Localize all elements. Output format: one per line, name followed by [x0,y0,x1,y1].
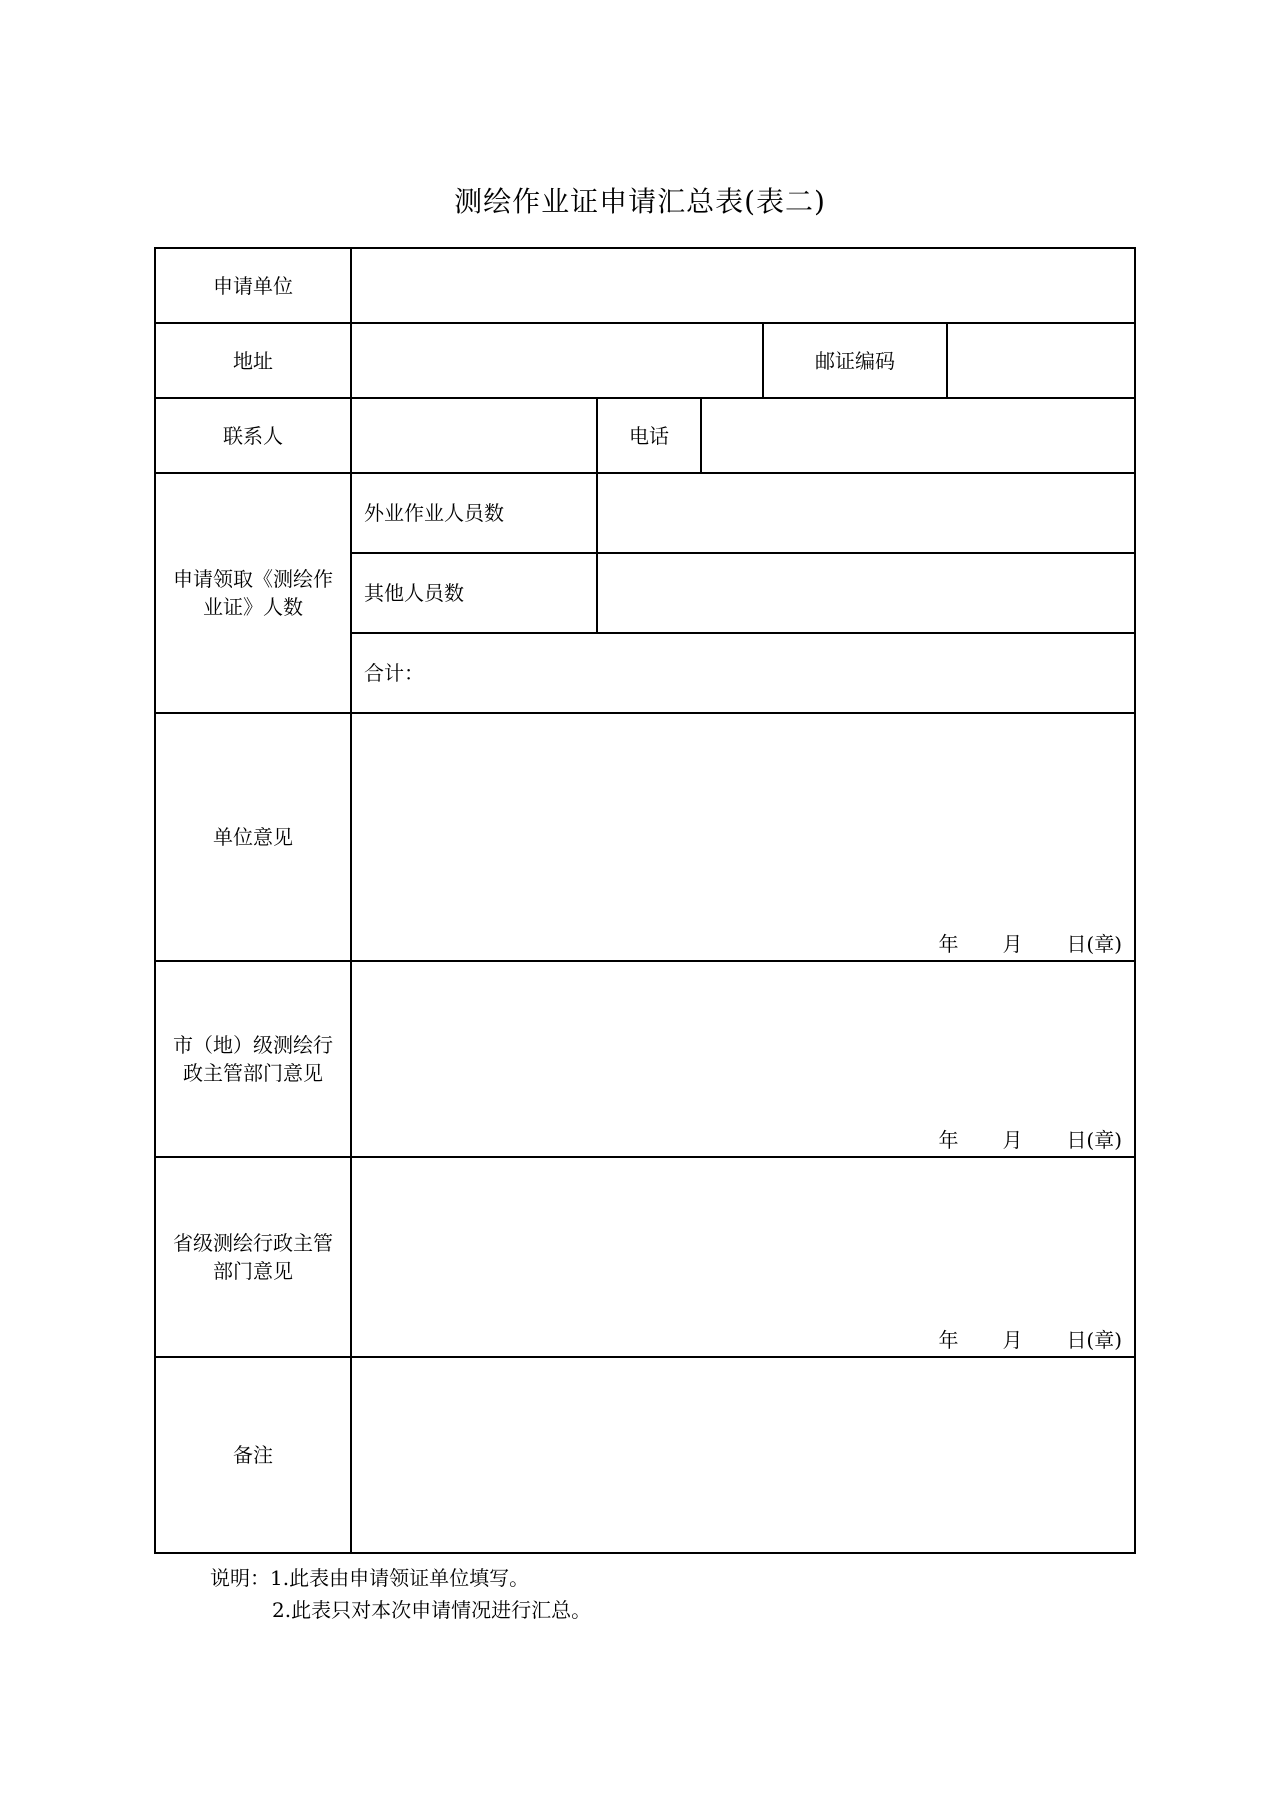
province-opinion-label: 省级测绘行政主管部门意见 [155,1157,351,1357]
address-row [155,323,1135,398]
other-staff-label: 其他人员数 [351,553,597,633]
city-opinion-field[interactable] [351,961,1135,1157]
city-opinion-label: 市（地）级测绘行政主管部门意见 [155,961,351,1157]
unit-opinion-label: 单位意见 [155,713,351,961]
field-staff-field[interactable] [597,473,1135,553]
date-year-label: 年 [938,1128,959,1152]
province-opinion-field[interactable] [351,1157,1135,1357]
date-month-label: 月 [1002,1128,1023,1152]
unit-opinion-field[interactable] [351,713,1135,961]
note-1: 说明：1.此表由申请领证单位填写。 [210,1566,530,1590]
date-day-seal-label: 日(章) [1066,1128,1123,1152]
date-stamp-line [938,1126,1122,1154]
phone-label: 电话 [597,398,701,473]
postal-code-label: 邮证编码 [763,323,947,398]
remarks-label: 备注 [155,1357,351,1553]
date-year-label: 年 [938,932,959,956]
total-label: 合计： [364,661,424,685]
note-2: 2.此表只对本次申请情况进行汇总。 [272,1598,592,1622]
field-staff-label: 外业作业人员数 [351,473,597,553]
applicant-unit-label: 申请单位 [155,248,351,323]
date-month-label: 月 [1002,932,1023,956]
date-stamp-line [938,930,1122,958]
city-opinion-row [155,961,1135,1157]
other-staff-field[interactable] [597,553,1135,633]
unit-opinion-row [155,713,1135,961]
province-opinion-row [155,1157,1135,1357]
date-year-label: 年 [938,1328,959,1352]
contact-label: 联系人 [155,398,351,473]
date-day-seal-label: 日(章) [1066,1328,1123,1352]
remarks-field[interactable] [351,1357,1135,1553]
remarks-row [155,1357,1135,1553]
applicant-unit-row [155,248,1135,323]
contact-row [155,398,1135,473]
phone-field[interactable] [701,398,1135,473]
contact-field[interactable] [351,398,597,473]
applicant-unit-field[interactable] [351,248,1135,323]
notes [210,1562,591,1626]
field-staff-row [155,473,1135,553]
address-field[interactable] [351,323,763,398]
address-label: 地址 [155,323,351,398]
headcount-label: 申请领取《测绘作业证》人数 [155,473,351,713]
date-month-label: 月 [1002,1328,1023,1352]
total-field[interactable] [351,633,1135,713]
page-title: 测绘作业证申请汇总表(表二) [454,185,826,218]
application-summary-table [154,247,1136,1554]
date-day-seal-label: 日(章) [1066,932,1123,956]
postal-code-field[interactable] [947,323,1135,398]
date-stamp-line [938,1326,1122,1354]
